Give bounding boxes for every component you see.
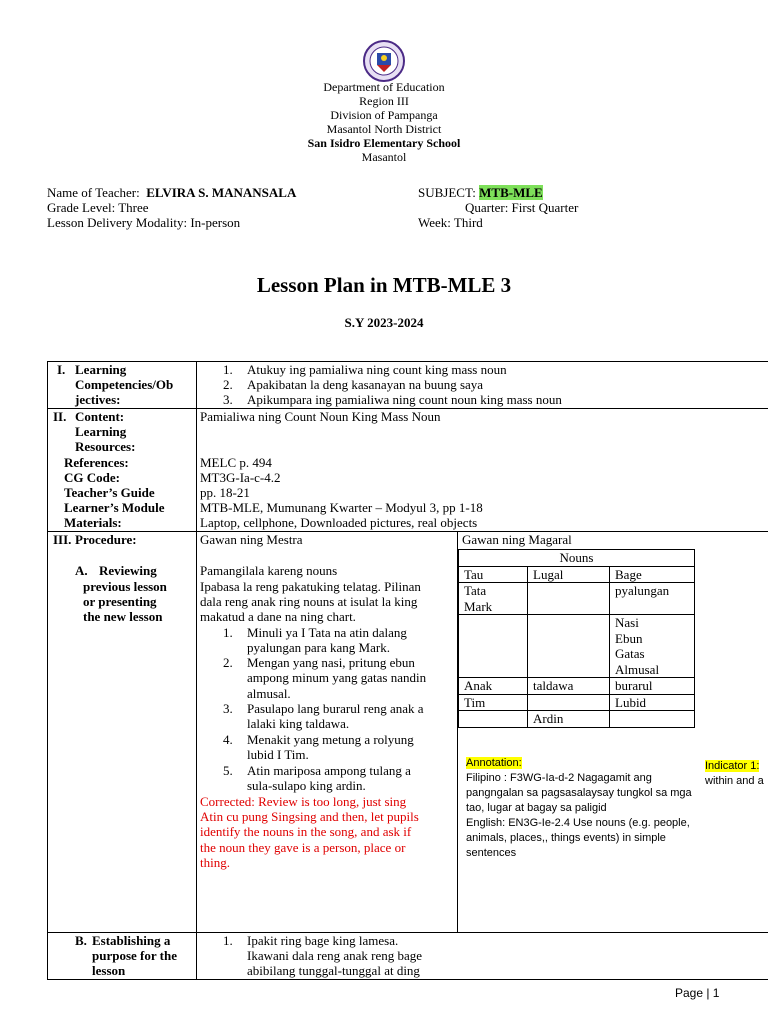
resource-label: Teacher’s Guide [64,485,155,500]
teacher-label: Name of Teacher: [47,185,140,200]
quarter: Quarter: First Quarter [465,200,579,215]
indicator-label: Indicator 1: [705,760,760,772]
partB-label: lesson [92,963,126,978]
resource-value: MTB-MLE, Mumunang Kwarter – Modyul 3, pp 1-18 [200,500,483,515]
annotation-line: sentences [466,847,517,859]
sentence-num: 1. [223,625,233,640]
annotation [466,756,692,861]
nouns-cell: Tim [459,694,528,711]
indicator-text: within and a [705,775,764,787]
sentence-text: Atin mariposa ampong tulang a [247,763,411,778]
sentence-text: ampong minum yang gatas nandin [247,670,427,685]
sentence-num: 5. [223,763,233,778]
section1-label: Learning [75,362,127,377]
row-divider [47,531,768,532]
resource-value: MELC p. 494 [200,455,272,470]
section2-num: II. [53,409,67,424]
sentence-text: Minuli ya I Tata na atin dalang [247,625,407,640]
content-text: Pamialiwa ning Count Noun King Mass Noun [200,409,441,424]
resource-label: Materials: [64,515,122,530]
sentence-text: pyalungan para kang Mark. [247,640,390,655]
section1-label: Competencies/Ob [75,377,174,392]
teacher-name: ELVIRA S. MANANSALA [146,185,297,200]
indicator-note [705,759,768,789]
correction-note: the noun they gave is a person, place or [200,840,406,855]
partB-text: Ikawani dala reng anak reng bage [247,948,423,963]
nouns-cell [528,583,610,615]
nouns-cell: pyalungan [610,583,695,615]
subject-line [418,185,543,200]
nouns-cell: Nasi Ebun Gatas Almusal [610,615,695,678]
nouns-cell: Ardin [528,711,610,728]
resource-label: References: [64,455,129,470]
nouns-cell [528,615,610,678]
annotation-line: tao, lugar at bagay sa paligid [466,802,607,814]
objective-num: 2. [223,377,233,392]
nouns-cell [459,711,528,728]
partA-intro: Ipabasa la reng pakatuking telatag. Pilinan [200,579,421,594]
district-name: Masantol North District [326,122,442,136]
nouns-cell [528,694,610,711]
objective-text: Atukuy ing pamialiwa ning count king mass noun [247,362,507,377]
nouns-cell: Lubid [610,694,695,711]
resource-value: Laptop, cellphone, Downloaded pictures, real objects [200,515,478,530]
section2-label: Learning [75,424,127,439]
partA-label: or presenting [83,594,157,609]
section1-label: jectives: [75,392,121,407]
page-title: Lesson Plan in MTB-MLE 3 [256,273,512,297]
partA-label: the new lesson [83,609,163,624]
sentence-text: Menakit yang metung a rolyung [247,732,414,747]
partB-letter: B. [75,933,87,948]
partB-label: Establishing a [92,933,171,948]
division-name: Division of Pampanga [330,108,438,122]
correction-note: identify the nouns in the song, and ask if [200,824,412,839]
nouns-table-title: Nouns [459,550,695,567]
annotation-line: animals, places,, things events) in simple [466,832,666,844]
resource-label: Learner’s Module [64,500,165,515]
nouns-table [458,549,695,728]
subject-label: SUBJECT: [418,185,476,200]
section2-label: Resources: [75,439,136,454]
nouns-cell [459,615,528,678]
resource-label: CG Code: [64,470,120,485]
delivery-modality: Lesson Delivery Modality: In-person [47,215,241,230]
partA-intro: makatud a dane na ning chart. [200,609,356,624]
sentence-text: Mengan yang nasi, pritung ebun [247,655,415,670]
annotation-label: Annotation: [466,757,522,769]
grade-level: Grade Level: Three [47,200,149,215]
department-name: Department of Education [323,80,445,94]
nouns-header: Bage [610,566,695,583]
partA-heading: Pamangilala kareng nouns [200,563,338,578]
correction-note: Corrected: Review is too long, just sing [200,794,407,809]
week: Week: Third [418,215,483,230]
nouns-cell [610,711,695,728]
page-number: Page | 1 [675,986,720,1000]
nouns-cell: Anak [459,678,528,695]
sentence-text: almusal. [247,686,291,701]
resource-value: pp. 18-21 [200,485,250,500]
annotation-line: English: EN3G-Ie-2.4 Use nouns (e.g. people, [466,817,690,829]
sentence-num: 3. [223,701,233,716]
teacher-column-heading: Gawan ning Mestra [200,532,303,547]
nouns-cell: burarul [610,678,695,695]
correction-note: thing. [200,855,230,870]
teacher-line [47,185,296,200]
objective-num: 1. [223,362,233,377]
nouns-header: Tau [459,566,528,583]
nouns-cell: taldawa [528,678,610,695]
sentence-text: Pasulapo lang burarul reng anak a [247,701,424,716]
partA-label: Reviewing [99,563,157,578]
subject-value: MTB-MLE [479,185,543,200]
objective-text: Apakibatan la deng kasanayan na buung saya [247,377,484,392]
partA-intro: dala reng anak ring nouns at isulat la king [200,594,418,609]
school-year: S.Y 2023-2024 [344,315,424,330]
annotation-line: pangngalan sa pagsasalaysay tungkol sa mga [466,787,692,799]
school-name: San Isidro Elementary School [307,136,461,150]
section3-num: III. [53,532,72,547]
town-name: Masantol [361,150,407,164]
section1-num: I. [57,362,66,377]
nouns-cell: Tata Mark [459,583,528,615]
section2-label: Content: [75,409,125,424]
partA-label: previous lesson [83,579,167,594]
partB-text: Ipakit ring bage king lamesa. [247,933,399,948]
partB-num: 1. [223,933,233,948]
partB-text: abibilang tunggal-tunggal at ding [247,963,420,978]
column-divider [196,361,197,979]
partA-letter: A. [75,563,88,578]
sentence-text: lalaki king taldawa. [247,716,350,731]
resource-value: MT3G-Ia-c-4.2 [200,470,281,485]
student-column-heading: Gawan ning Magaral [462,532,572,547]
partB-label: purpose for the [92,948,177,963]
annotation-line: Filipino : F3WG-Ia-d-2 Nagagamit ang [466,772,652,784]
sentence-num: 4. [223,732,233,747]
sentence-text: sula-sulapo king ardin. [247,778,366,793]
nouns-header: Lugal [528,566,610,583]
deped-seal-logo [359,40,409,82]
sentence-text: lubid I Tim. [247,747,309,762]
region-name: Region III [359,94,409,108]
objective-text: Apikumpara ing pamialiwa ning count noun king mass noun [247,392,562,407]
sentence-num: 2. [223,655,233,670]
objective-num: 3. [223,392,233,407]
section3-label: Procedure: [75,532,137,547]
correction-note: Atin cu pung Singsing and then, let pupils [200,809,419,824]
